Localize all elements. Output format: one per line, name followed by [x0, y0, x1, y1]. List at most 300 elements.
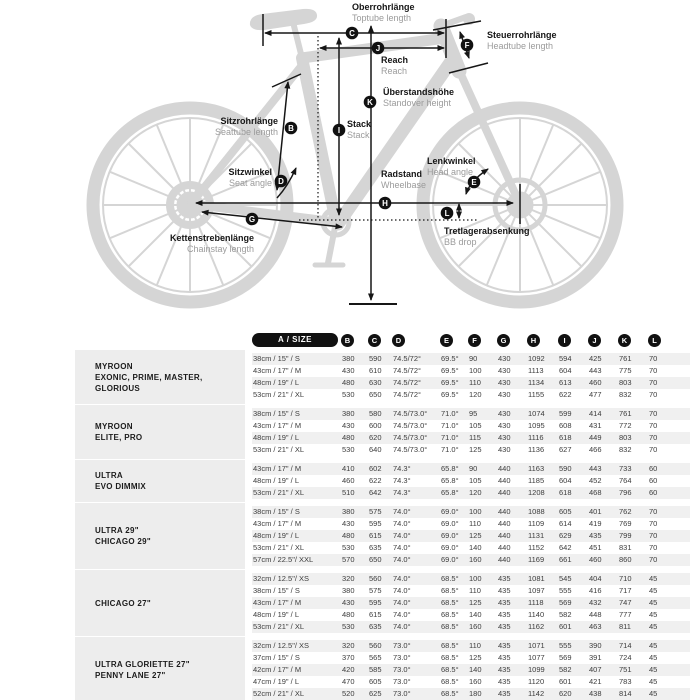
value-cell: 74.5/72°: [393, 378, 422, 387]
size-cell: 48cm / 19" / L: [253, 531, 300, 540]
value-cell: 74.0°: [393, 622, 411, 631]
value-cell: 1099: [528, 665, 545, 674]
model-name: MYROON: [95, 361, 133, 371]
value-cell: 627: [559, 445, 572, 454]
value-cell: 530: [342, 390, 355, 399]
value-cell: 594: [559, 354, 572, 363]
value-cell: 435: [498, 574, 511, 583]
value-cell: 602: [369, 464, 382, 473]
marker-toptube-icon: [346, 27, 359, 40]
bike-silhouette: [93, 9, 617, 302]
value-cell: 430: [498, 354, 511, 363]
svg-text:F: F: [464, 40, 470, 50]
value-cell: 435: [498, 665, 511, 674]
size-cell: 53cm / 21" / XL: [253, 488, 305, 497]
value-cell: 661: [559, 555, 572, 564]
value-cell: 1136: [528, 445, 545, 454]
value-cell: 1113: [528, 366, 544, 375]
model-name: CHICAGO 27": [95, 598, 151, 608]
value-cell: 582: [559, 610, 572, 619]
value-cell: 110: [469, 519, 481, 528]
value-cell: 125: [469, 653, 482, 662]
column-header-cell: [618, 334, 648, 347]
value-cell: 73.0°: [393, 689, 411, 698]
value-cell: 73.0°: [393, 653, 411, 662]
model-name-box: [75, 503, 245, 569]
model-name-box: [75, 637, 245, 700]
value-cell: 69.0°: [441, 543, 459, 552]
value-cell: 604: [559, 366, 572, 375]
value-cell: 440: [498, 519, 511, 528]
value-cell: 762: [619, 507, 632, 516]
table-row: [252, 506, 690, 518]
value-cell: 570: [342, 555, 355, 564]
label-reach: Reach Reach: [381, 55, 409, 76]
value-cell: 74.5/73.0°: [393, 445, 428, 454]
table-row: [252, 530, 690, 542]
model-group: [75, 640, 690, 700]
value-cell: 575: [369, 586, 382, 595]
value-cell: 180: [469, 689, 482, 698]
value-cell: 90: [469, 464, 478, 473]
size-cell: 48cm / 19" / L: [253, 610, 300, 619]
value-cell: 69.5°: [441, 366, 459, 375]
value-cell: 622: [559, 390, 572, 399]
value-cell: 595: [369, 519, 382, 528]
value-cell: 69.0°: [441, 507, 459, 516]
column-badge: C: [368, 334, 381, 347]
value-cell: 610: [369, 366, 382, 375]
value-cell: 65.8°: [441, 488, 459, 497]
value-cell: 595: [369, 598, 382, 607]
group-rows: [252, 408, 690, 456]
value-cell: 70: [649, 531, 658, 540]
value-cell: 440: [498, 507, 511, 516]
value-cell: 105: [469, 476, 482, 485]
value-cell: 407: [589, 665, 602, 674]
value-cell: 435: [498, 598, 511, 607]
table-row: [252, 487, 690, 499]
value-cell: 530: [342, 445, 355, 454]
value-cell: 714: [619, 641, 632, 650]
value-cell: 604: [559, 476, 572, 485]
column-header-cell: [440, 334, 468, 347]
value-cell: 70: [649, 366, 658, 375]
size-cell: 43cm / 17" / M: [253, 519, 302, 528]
value-cell: 71.0°: [441, 421, 459, 430]
value-cell: 1208: [528, 488, 545, 497]
value-cell: 440: [498, 476, 511, 485]
value-cell: 466: [589, 445, 602, 454]
value-cell: 74.3°: [393, 488, 411, 497]
model-name: CHICAGO 29": [95, 537, 151, 546]
column-header-cell: [648, 334, 690, 347]
value-cell: 629: [559, 531, 572, 540]
value-cell: 635: [369, 543, 382, 552]
value-cell: 605: [369, 677, 382, 686]
value-cell: 470: [342, 677, 355, 686]
value-cell: 70: [649, 409, 658, 418]
svg-text:L: L: [444, 208, 450, 218]
value-cell: 69.0°: [441, 555, 459, 564]
group-rows: [252, 573, 690, 633]
value-cell: 620: [559, 689, 572, 698]
column-header-cell: [368, 334, 392, 347]
table-row: [252, 573, 690, 585]
value-cell: 74.5/72°: [393, 390, 422, 399]
value-cell: 380: [342, 507, 355, 516]
value-cell: 530: [342, 622, 355, 631]
value-cell: 468: [589, 488, 602, 497]
table-row: [252, 676, 690, 688]
value-cell: 452: [589, 476, 602, 485]
value-cell: 414: [589, 409, 602, 418]
value-cell: 803: [619, 378, 632, 387]
value-cell: 608: [559, 421, 572, 430]
value-cell: 860: [619, 555, 632, 564]
value-cell: 599: [559, 409, 572, 418]
value-cell: 45: [649, 641, 658, 650]
marker-bbdrop-icon: [441, 207, 454, 220]
value-cell: 73.0°: [393, 641, 411, 650]
size-column-header: A / SIZE: [252, 333, 338, 347]
value-cell: 70: [649, 507, 658, 516]
value-cell: 814: [619, 689, 632, 698]
size-cell: 38cm / 15" / S: [253, 507, 300, 516]
value-cell: 435: [498, 622, 511, 631]
model-group: [75, 506, 690, 566]
column-badge: K: [618, 334, 631, 347]
value-cell: 575: [369, 507, 382, 516]
size-cell: 38cm / 15" / S: [253, 409, 300, 418]
value-cell: 438: [589, 689, 602, 698]
table-row: [252, 475, 690, 487]
value-cell: 751: [619, 665, 632, 674]
value-cell: 733: [619, 464, 632, 473]
value-cell: 65.8°: [441, 476, 459, 485]
value-cell: 615: [369, 531, 382, 540]
model-name: EXONIC, PRIME, MASTER, GLORIOUS: [95, 372, 203, 393]
value-cell: 391: [589, 653, 602, 662]
table-row: [252, 408, 690, 420]
value-cell: 125: [469, 598, 482, 607]
value-cell: 565: [369, 653, 382, 662]
value-cell: 1088: [528, 507, 545, 516]
value-cell: 569: [559, 598, 572, 607]
svg-text:E: E: [471, 177, 477, 187]
value-cell: 650: [369, 555, 382, 564]
value-cell: 70: [649, 433, 658, 442]
marker-stack-icon: [333, 124, 346, 137]
value-cell: 120: [469, 390, 482, 399]
value-cell: 761: [619, 409, 632, 418]
value-cell: 430: [342, 519, 355, 528]
size-cell: 48cm / 19" / L: [253, 433, 300, 442]
value-cell: 45: [649, 610, 658, 619]
value-cell: 1120: [528, 677, 545, 686]
value-cell: 443: [589, 366, 602, 375]
size-cell: 48cm / 19" / L: [253, 476, 300, 485]
value-cell: 435: [498, 610, 511, 619]
size-cell: 53cm / 21" / XL: [253, 445, 305, 454]
value-cell: 73.0°: [393, 665, 411, 674]
value-cell: 70: [649, 445, 658, 454]
value-cell: 68.5°: [441, 598, 459, 607]
size-cell: 57cm / 22.5"/ XXL: [253, 555, 314, 564]
value-cell: 65.8°: [441, 464, 459, 473]
value-cell: 1074: [528, 409, 545, 418]
value-cell: 95: [469, 409, 478, 418]
value-cell: 74.5/73.0°: [393, 433, 428, 442]
value-cell: 73.0°: [393, 677, 411, 686]
table-body: [75, 353, 690, 700]
value-cell: 460: [342, 476, 355, 485]
label-seattube: Sitzrohrlänge Seattube length: [214, 116, 278, 137]
value-cell: 1077: [528, 653, 545, 662]
value-cell: 832: [619, 390, 632, 399]
value-cell: 71.0°: [441, 445, 459, 454]
value-cell: 1097: [528, 586, 545, 595]
group-rows: [252, 640, 690, 700]
value-cell: 68.5°: [441, 610, 459, 619]
value-cell: 380: [342, 586, 355, 595]
value-cell: 724: [619, 653, 632, 662]
column-header-cell: [558, 334, 588, 347]
value-cell: 1095: [528, 421, 545, 430]
value-cell: 449: [589, 433, 602, 442]
value-cell: 1162: [528, 622, 545, 631]
value-cell: 140: [469, 610, 482, 619]
value-cell: 430: [498, 390, 511, 399]
table-row: [252, 652, 690, 664]
value-cell: 463: [589, 622, 602, 631]
model-group: [75, 573, 690, 633]
value-cell: 74.5/72°: [393, 366, 422, 375]
value-cell: 761: [619, 354, 632, 363]
value-cell: 74.0°: [393, 610, 411, 619]
bike-geometry-diagram: [0, 0, 700, 330]
value-cell: 74.5/73.0°: [393, 421, 428, 430]
marker-wheelbase-icon: [379, 197, 392, 210]
table-row: [252, 621, 690, 633]
value-cell: 1134: [528, 378, 545, 387]
value-cell: 68.5°: [441, 653, 459, 662]
value-cell: 115: [469, 433, 481, 442]
value-cell: 430: [498, 445, 511, 454]
geometry-table: [75, 332, 690, 700]
value-cell: 110: [469, 586, 481, 595]
column-badge: J: [588, 334, 601, 347]
value-cell: 480: [342, 378, 355, 387]
value-cell: 370: [342, 653, 355, 662]
value-cell: 45: [649, 653, 658, 662]
value-cell: 430: [342, 366, 355, 375]
value-cell: 125: [469, 531, 482, 540]
value-cell: 630: [369, 378, 382, 387]
model-name-box: [75, 570, 245, 636]
value-cell: 613: [559, 378, 572, 387]
value-cell: 74.0°: [393, 598, 411, 607]
value-cell: 401: [589, 507, 602, 516]
model-name: EVO DIMMIX: [95, 482, 147, 491]
value-cell: 618: [559, 433, 572, 442]
column-header-cell: [497, 334, 527, 347]
value-cell: 70: [649, 519, 658, 528]
value-cell: 70: [649, 390, 658, 399]
table-row: [252, 365, 690, 377]
label-stack: Stack Stack: [347, 119, 372, 140]
value-cell: 640: [369, 445, 382, 454]
svg-text:C: C: [349, 28, 355, 38]
value-cell: 140: [469, 665, 482, 674]
value-cell: 430: [342, 421, 355, 430]
label-seatangle: Sitzwinkel Seat angle: [228, 167, 272, 188]
value-cell: 435: [498, 689, 511, 698]
value-cell: 430: [498, 433, 511, 442]
value-cell: 747: [619, 598, 632, 607]
group-rows: [252, 463, 690, 499]
value-cell: 1081: [528, 574, 545, 583]
column-badge: F: [468, 334, 481, 347]
value-cell: 68.5°: [441, 689, 459, 698]
value-cell: 1163: [528, 464, 545, 473]
marker-reach-icon: [372, 42, 385, 55]
table-row: [252, 518, 690, 530]
value-cell: 100: [469, 574, 482, 583]
value-cell: 45: [649, 622, 658, 631]
value-cell: 74.5/72°: [393, 354, 422, 363]
value-cell: 430: [498, 366, 511, 375]
value-cell: 600: [369, 421, 382, 430]
label-wheelbase: Radstand Wheelbase: [381, 169, 427, 190]
value-cell: 1109: [528, 519, 545, 528]
value-cell: 430: [498, 378, 511, 387]
column-badge: D: [392, 334, 405, 347]
svg-text:G: G: [248, 214, 256, 224]
value-cell: 803: [619, 433, 632, 442]
table-row: [252, 542, 690, 554]
value-cell: 520: [342, 689, 355, 698]
value-cell: 100: [469, 507, 482, 516]
value-cell: 1118: [528, 598, 544, 607]
value-cell: 71.0°: [441, 409, 459, 418]
size-cell: 43cm / 17" / M: [253, 598, 302, 607]
value-cell: 68.5°: [441, 677, 459, 686]
value-cell: 615: [369, 610, 382, 619]
value-cell: 605: [559, 507, 572, 516]
model-name: ULTRA 29": [95, 526, 139, 535]
size-cell: 32cm / 12.5"/ XS: [253, 574, 310, 583]
value-cell: 45: [649, 574, 658, 583]
size-cell: 53cm / 21" / XL: [253, 622, 305, 631]
svg-text:J: J: [375, 43, 381, 53]
label-standover: Überstandshöhe Standover height: [383, 87, 455, 108]
table-row: [252, 420, 690, 432]
value-cell: 585: [369, 665, 382, 674]
value-cell: 70: [649, 543, 658, 552]
value-cell: 642: [369, 488, 382, 497]
value-cell: 480: [342, 433, 355, 442]
value-cell: 1116: [528, 433, 544, 442]
value-cell: 430: [498, 409, 511, 418]
value-cell: 45: [649, 689, 658, 698]
model-name: MYROON: [95, 422, 133, 431]
value-cell: 69.5°: [441, 390, 459, 399]
group-rows: [252, 506, 690, 566]
value-cell: 70: [649, 555, 658, 564]
value-cell: 68.5°: [441, 665, 459, 674]
value-cell: 380: [342, 354, 355, 363]
value-cell: 416: [589, 586, 602, 595]
value-cell: 480: [342, 531, 355, 540]
table-row: [252, 585, 690, 597]
value-cell: 582: [559, 665, 572, 674]
value-cell: 440: [498, 543, 511, 552]
model-group: [75, 408, 690, 456]
value-cell: 530: [342, 543, 355, 552]
value-cell: 440: [498, 531, 511, 540]
value-cell: 1142: [528, 689, 545, 698]
value-cell: 74.0°: [393, 519, 411, 528]
value-cell: 160: [469, 622, 482, 631]
table-row: [252, 554, 690, 566]
svg-text:I: I: [337, 125, 341, 135]
value-cell: 717: [619, 586, 632, 595]
value-cell: 430: [342, 598, 355, 607]
value-cell: 410: [342, 464, 355, 473]
column-badge: E: [440, 334, 453, 347]
value-cell: 555: [559, 586, 572, 595]
model-name-box: [75, 350, 245, 404]
value-cell: 650: [369, 390, 382, 399]
value-cell: 510: [342, 488, 355, 497]
value-cell: 105: [469, 421, 482, 430]
table-header: [75, 332, 690, 348]
marker-seattube-icon: [285, 122, 298, 135]
value-cell: 419: [589, 519, 602, 528]
value-cell: 435: [498, 677, 511, 686]
value-cell: 435: [498, 586, 511, 595]
value-cell: 432: [589, 598, 602, 607]
value-cell: 460: [589, 378, 602, 387]
table-row: [252, 353, 690, 365]
size-cell: 43cm / 17" / M: [253, 366, 302, 375]
value-cell: 625: [369, 689, 382, 698]
value-cell: 74.0°: [393, 555, 411, 564]
column-header-cell: [588, 334, 618, 347]
column-badge: H: [527, 334, 540, 347]
value-cell: 601: [559, 622, 572, 631]
value-cell: 769: [619, 519, 632, 528]
value-cell: 1131: [528, 531, 545, 540]
value-cell: 74.0°: [393, 531, 411, 540]
bike-diagram-svg: [0, 0, 700, 330]
value-cell: 71.0°: [441, 433, 459, 442]
column-badge: G: [497, 334, 510, 347]
value-cell: 480: [342, 610, 355, 619]
model-group: [75, 463, 690, 499]
value-cell: 425: [589, 354, 602, 363]
label-chainstay: Kettenstrebenlänge Chainstay length: [169, 233, 254, 254]
group-rows: [252, 353, 690, 401]
value-cell: 45: [649, 677, 658, 686]
model-group: [75, 353, 690, 401]
size-cell: 53cm / 21" / XL: [253, 390, 305, 399]
size-cell: 47cm / 19" / L: [253, 677, 300, 686]
value-cell: 90: [469, 354, 478, 363]
value-cell: 160: [469, 555, 482, 564]
value-cell: 1092: [528, 354, 545, 363]
